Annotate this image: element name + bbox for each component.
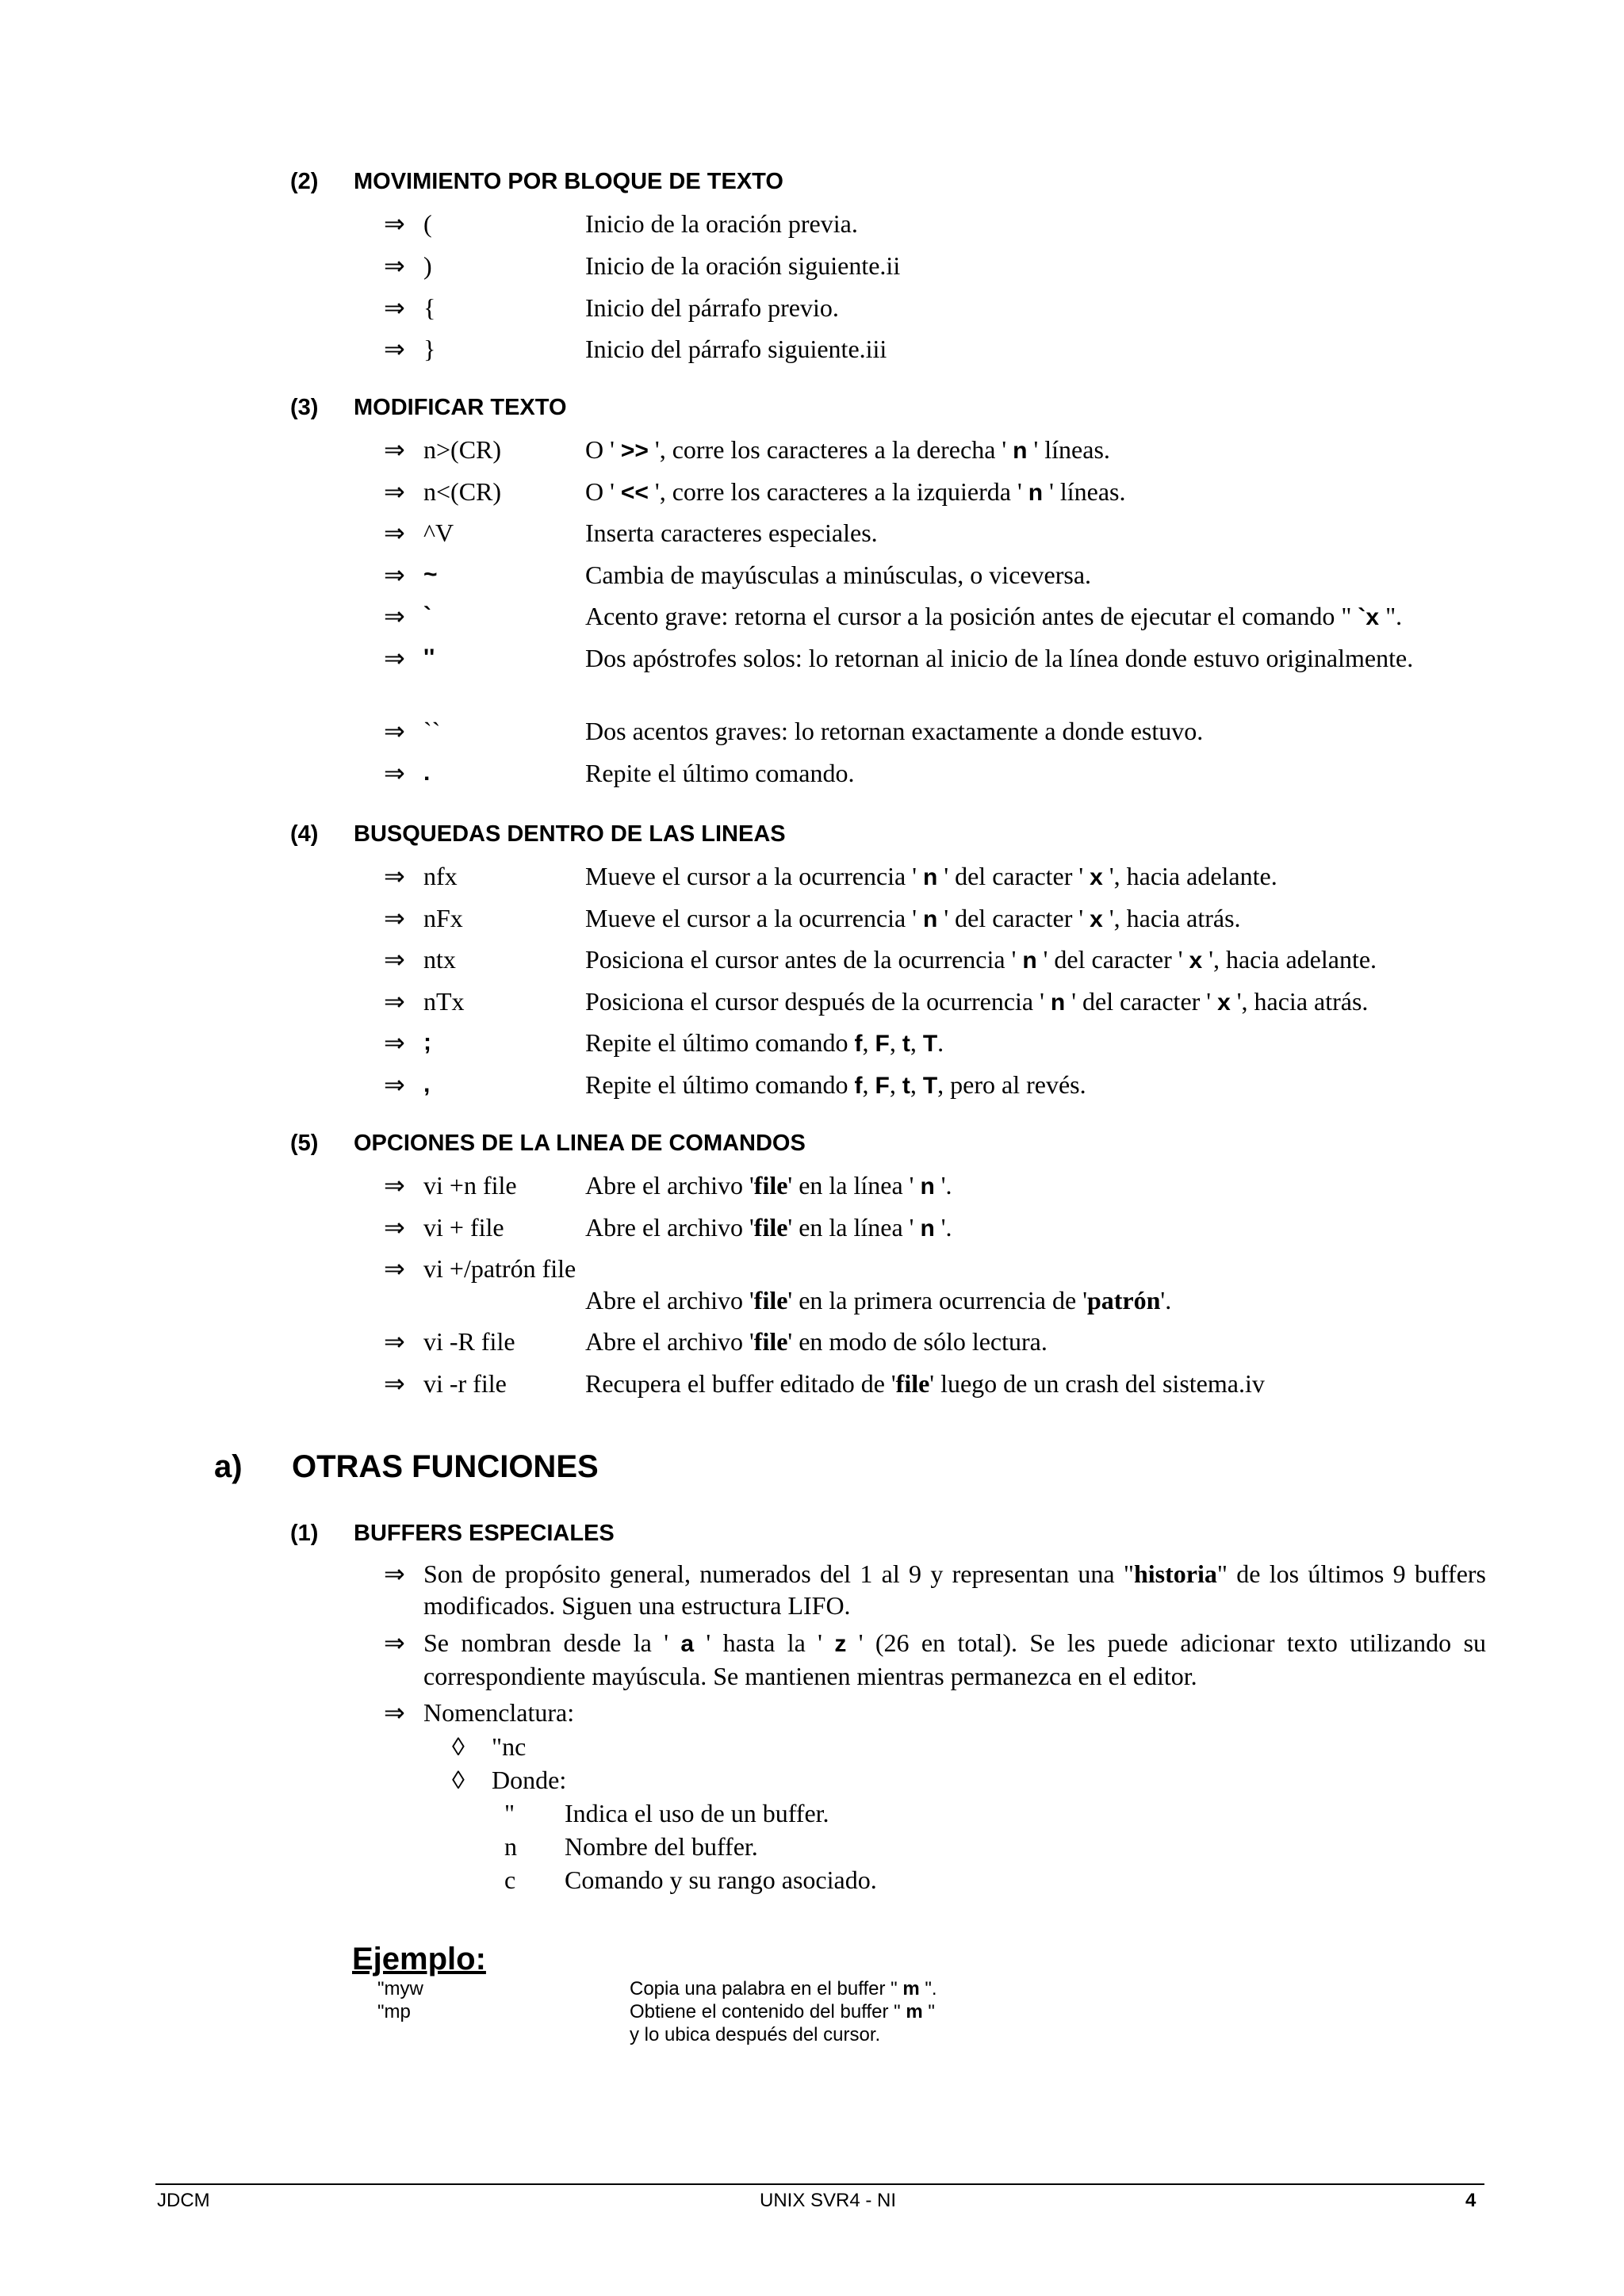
arrow-icon: ⇒ [384, 987, 405, 1016]
arrow-icon: ⇒ [384, 1213, 405, 1242]
arrow-icon: ⇒ [384, 1559, 405, 1588]
command: nTx [423, 987, 465, 1016]
command: '' [423, 645, 435, 671]
arrow-icon: ⇒ [384, 435, 405, 464]
command: vi +/patrón file [423, 1254, 576, 1283]
command: vi -R file [423, 1327, 515, 1356]
command-description: Inicio de la oración siguiente.ii [585, 251, 901, 280]
footer-author: JDCM [157, 2190, 210, 2211]
command-description: Inicio de la oración previa. [585, 209, 858, 238]
arrow-icon: ⇒ [384, 1628, 405, 1657]
arrow-icon: ⇒ [384, 1028, 405, 1057]
major-heading [214, 1448, 599, 1486]
command: ^V [423, 519, 454, 547]
command-row [384, 943, 1377, 975]
command-description: Dos acentos graves: lo retornan exactamente a donde estuvo. [585, 717, 1204, 745]
section-number: (3) [290, 395, 319, 420]
paragraph-text: Se nombran desde la ' a ' hasta la ' z ' (26 en total). Se les puede adicionar texto utilizando su correspondiente mayúscula. Se mantienen mientras permanezca en el editor. [423, 1628, 1487, 1690]
command-description: Abre el archivo 'file' en la línea ' n '. [585, 1171, 952, 1200]
definition-row [504, 1797, 829, 1829]
command-row [384, 902, 1241, 934]
command-row [384, 434, 1110, 465]
example-description: y lo ubica después del cursor. [630, 2024, 881, 2045]
arrow-icon: ⇒ [384, 904, 405, 932]
command: { [423, 293, 436, 322]
definition-symbol: c [504, 1866, 516, 1894]
command-description: Inicio del párrafo siguiente.iii [585, 335, 887, 363]
command-row [384, 1069, 1086, 1100]
command: ntx [423, 945, 456, 974]
major-heading-number: a) [214, 1449, 243, 1484]
arrow-icon: ⇒ [384, 477, 405, 506]
command-row [384, 1253, 1172, 1314]
command-description: Inicio del párrafo previo. [585, 293, 839, 322]
arrow-icon: ⇒ [384, 1327, 405, 1356]
command: vi -r file [423, 1369, 507, 1398]
command-description: Acento grave: retorna el cursor a la posición antes de ejecutar el comando " `x ". [585, 602, 1403, 630]
example-description: Copia una palabra en el buffer " m ". [630, 1978, 937, 1999]
arrow-icon: ⇒ [384, 759, 405, 787]
major-heading-title: OTRAS FUNCIONES [292, 1449, 599, 1484]
page-number: 4 [1465, 2190, 1477, 2211]
section-number: (1) [290, 1521, 319, 1546]
arrow-icon: ⇒ [384, 945, 405, 974]
example-row [377, 2023, 880, 2046]
section-title: OPCIONES DE LA LINEA DE COMANDOS [354, 1131, 806, 1156]
example-description: Obtiene el contenido del buffer " m " [630, 2001, 935, 2022]
example-command: "myw [377, 1978, 423, 1999]
arrow-icon: ⇒ [384, 1070, 405, 1099]
command-row [384, 559, 1092, 591]
arrow-icon: ⇒ [384, 602, 405, 630]
command-description: Cambia de mayúsculas a minúsculas, o viceversa. [585, 561, 1092, 589]
command-row [384, 476, 1126, 507]
footer-title: UNIX SVR4 - NI [760, 2190, 897, 2211]
command-row [384, 985, 1369, 1017]
command-description: Posiciona el cursor antes de la ocurrencia ' n ' del caracter ' x ', hacia adelante. [585, 945, 1377, 974]
paragraph-text: Son de propósito general, numerados del 1 al 9 y representan una "historia" de los últimos 9 buffers modificados. Siguen una estructura LIFO. [423, 1559, 1487, 1620]
command-row [384, 642, 1414, 674]
footer-divider [155, 2183, 1484, 2185]
command-row [384, 600, 1403, 632]
command-row [384, 333, 887, 365]
command-description: O ' << ', corre los caracteres a la izquierda ' n ' líneas. [585, 477, 1126, 506]
command: n>(CR) [423, 435, 502, 464]
paragraph-nomenclature [384, 1697, 1486, 1728]
paragraph-text: Nomenclatura: [423, 1698, 575, 1727]
command-row [384, 1368, 1265, 1399]
arrow-icon: ⇒ [384, 209, 405, 238]
command: n<(CR) [423, 477, 502, 506]
example-command: "mp [377, 2001, 411, 2022]
definition-row [504, 1831, 758, 1862]
command-description: O ' >> ', corre los caracteres a la derecha ' n ' líneas. [585, 435, 1110, 464]
command: ) [423, 251, 432, 280]
command-row [384, 517, 878, 549]
command: ` [423, 603, 431, 629]
section-number: (5) [290, 1131, 319, 1156]
definition-row [504, 1864, 877, 1896]
command-description: Abre el archivo 'file' en la primera ocurrencia de 'patrón'. [585, 1286, 1172, 1314]
definition-text: Comando y su rango asociado. [565, 1866, 877, 1894]
arrow-icon: ⇒ [384, 335, 405, 363]
arrow-icon: ⇒ [384, 1171, 405, 1200]
command-row [384, 860, 1277, 892]
command-description: Dos apóstrofes solos: lo retornan al inicio de la línea donde estuvo originalmente. [585, 644, 1414, 672]
command-description: Repite el último comando f, F, t, T. [585, 1028, 944, 1057]
command: vi + file [423, 1213, 504, 1242]
paragraph-buffers-named [384, 1627, 1486, 1692]
example-row [377, 2000, 935, 2023]
command-row [384, 1169, 952, 1201]
command-description: Posiciona el cursor después de la ocurrencia ' n ' del caracter ' x ', hacia atrás. [585, 987, 1369, 1016]
command: ~ [423, 561, 438, 587]
command-description: Abre el archivo 'file' en la línea ' n '. [585, 1213, 952, 1242]
example-heading: Ejemplo: [352, 1942, 486, 1976]
command: ( [423, 209, 432, 238]
command: `` [423, 717, 441, 745]
arrow-icon: ⇒ [384, 644, 405, 672]
diamond-icon: ◊ [452, 1766, 465, 1794]
arrow-icon: ⇒ [384, 862, 405, 890]
command-description: Repite el último comando. [585, 759, 855, 787]
command-row [384, 715, 1204, 747]
arrow-icon: ⇒ [384, 1698, 405, 1727]
command-row [384, 292, 839, 323]
command: nFx [423, 904, 463, 932]
arrow-icon: ⇒ [384, 1254, 405, 1283]
arrow-icon: ⇒ [384, 519, 405, 547]
command: , [423, 1071, 431, 1097]
section-title: BUSQUEDAS DENTRO DE LAS LINEAS [354, 821, 786, 847]
paragraph-buffers-general [384, 1558, 1486, 1621]
section-5-heading [290, 1130, 806, 1157]
command-row [384, 208, 858, 239]
command-row [384, 1211, 952, 1243]
section-2-heading [290, 168, 783, 195]
example-row [377, 1977, 937, 2000]
command: ; [423, 1029, 431, 1055]
command-description: Repite el último comando f, F, t, T, pero al revés. [585, 1070, 1086, 1099]
bullet-item: ◊ Donde: [452, 1766, 567, 1794]
command-description: Recupera el buffer editado de 'file' luego de un crash del sistema.iv [585, 1369, 1265, 1398]
diamond-icon: ◊ [452, 1732, 465, 1761]
section-number: (2) [290, 169, 319, 194]
section-4-heading [290, 821, 786, 848]
command-description: Abre el archivo 'file' en modo de sólo lectura. [585, 1327, 1048, 1356]
command: nfx [423, 862, 458, 890]
command-row [384, 1326, 1048, 1357]
command-description: Mueve el cursor a la ocurrencia ' n ' del caracter ' x ', hacia adelante. [585, 862, 1277, 890]
command-description: Mueve el cursor a la ocurrencia ' n ' del caracter ' x ', hacia atrás. [585, 904, 1241, 932]
definition-symbol: n [504, 1832, 517, 1861]
command-row [384, 757, 855, 789]
section-1-heading [290, 1520, 615, 1547]
section-title: MOVIMIENTO POR BLOQUE DE TEXTO [354, 169, 783, 194]
definition-text: Indica el uso de un buffer. [565, 1799, 829, 1827]
command-row [384, 1027, 944, 1058]
section-3-heading [290, 394, 567, 421]
arrow-icon: ⇒ [384, 717, 405, 745]
command-row [384, 250, 901, 281]
arrow-icon: ⇒ [384, 293, 405, 322]
arrow-icon: ⇒ [384, 251, 405, 280]
section-title: BUFFERS ESPECIALES [354, 1521, 615, 1546]
command: } [423, 335, 436, 363]
arrow-icon: ⇒ [384, 561, 405, 589]
command-description: Inserta caracteres especiales. [585, 519, 878, 547]
command: . [423, 760, 431, 786]
section-title: MODIFICAR TEXTO [354, 395, 567, 420]
definition-symbol: " [504, 1799, 515, 1827]
command: vi +n file [423, 1171, 517, 1200]
bullet-item: ◊ "nc [452, 1732, 527, 1761]
section-number: (4) [290, 821, 319, 847]
arrow-icon: ⇒ [384, 1369, 405, 1398]
definition-text: Nombre del buffer. [565, 1832, 758, 1861]
